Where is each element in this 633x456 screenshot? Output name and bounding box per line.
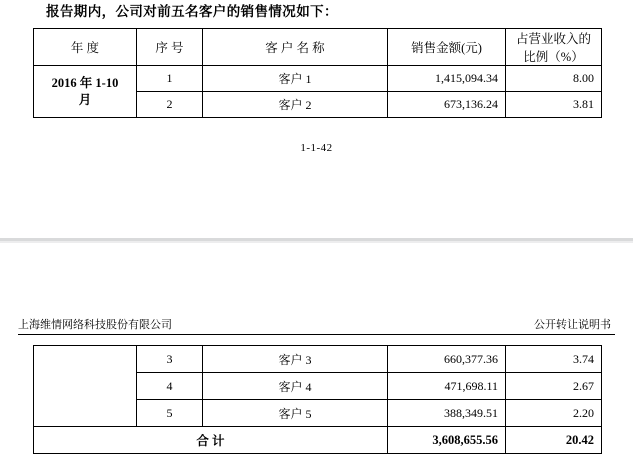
cell-amount: 471,698.11 [388,373,506,400]
running-head-company: 上海维情网络科技股份有限公司 [18,319,172,331]
cell-ratio: 3.74 [506,346,602,373]
cell-no: 4 [137,373,203,400]
cell-ratio: 2.67 [506,373,602,400]
cell-customer: 客户 5 [203,400,388,427]
cell-total-label: 合 计 [34,427,388,454]
separator-line-light [0,241,633,243]
cell-total-amount: 3,608,655.56 [388,427,506,454]
running-head-doc-type: 公开转让说明书 [534,319,611,331]
header-cell-year: 年 度 [34,29,137,66]
cell-amount: 1,415,094.34 [388,66,506,92]
header-cell-no: 序 号 [137,29,203,66]
cell-customer: 客户 1 [203,66,388,92]
table-row [34,346,602,373]
intro-paragraph: 报告期内，公司对前五名客户的销售情况如下： [46,4,338,19]
table-header-row [34,29,602,66]
cell-ratio: 8.00 [506,66,602,92]
cell-total-ratio: 20.42 [506,427,602,454]
header-cell-ratio [506,29,602,66]
cell-year-continuation [34,346,137,427]
cell-amount: 388,349.51 [388,400,506,427]
cell-no: 2 [137,92,203,118]
year-line1: 2016 年 1-10 [51,75,119,90]
page-number: 1-1-42 [300,142,333,154]
customer-sales-table-bottom [33,345,602,454]
cell-no: 5 [137,400,203,427]
cell-customer: 客户 2 [203,92,388,118]
year-line2: 月 [78,92,92,107]
table-row [34,66,602,92]
header-cell-amount: 销售金额(元) [388,29,506,66]
header-cell-customer: 客 户 名 称 [203,29,388,66]
header-ratio-line2: 比例（%） [523,50,584,64]
cell-no: 1 [137,66,203,92]
cell-no: 3 [137,346,203,373]
header-rule [18,334,615,335]
cell-year-period [34,66,137,118]
cell-ratio: 2.20 [506,400,602,427]
cell-ratio: 3.81 [506,92,602,118]
customer-sales-table-top [33,28,602,118]
table-total-row [34,427,602,454]
cell-customer: 客户 4 [203,373,388,400]
scanned-page-bottom [0,268,633,456]
cell-amount: 673,136.24 [388,92,506,118]
header-ratio-line1: 占营业收入的 [515,32,591,46]
cell-customer: 客户 3 [203,346,388,373]
cell-amount: 660,377.36 [388,346,506,373]
